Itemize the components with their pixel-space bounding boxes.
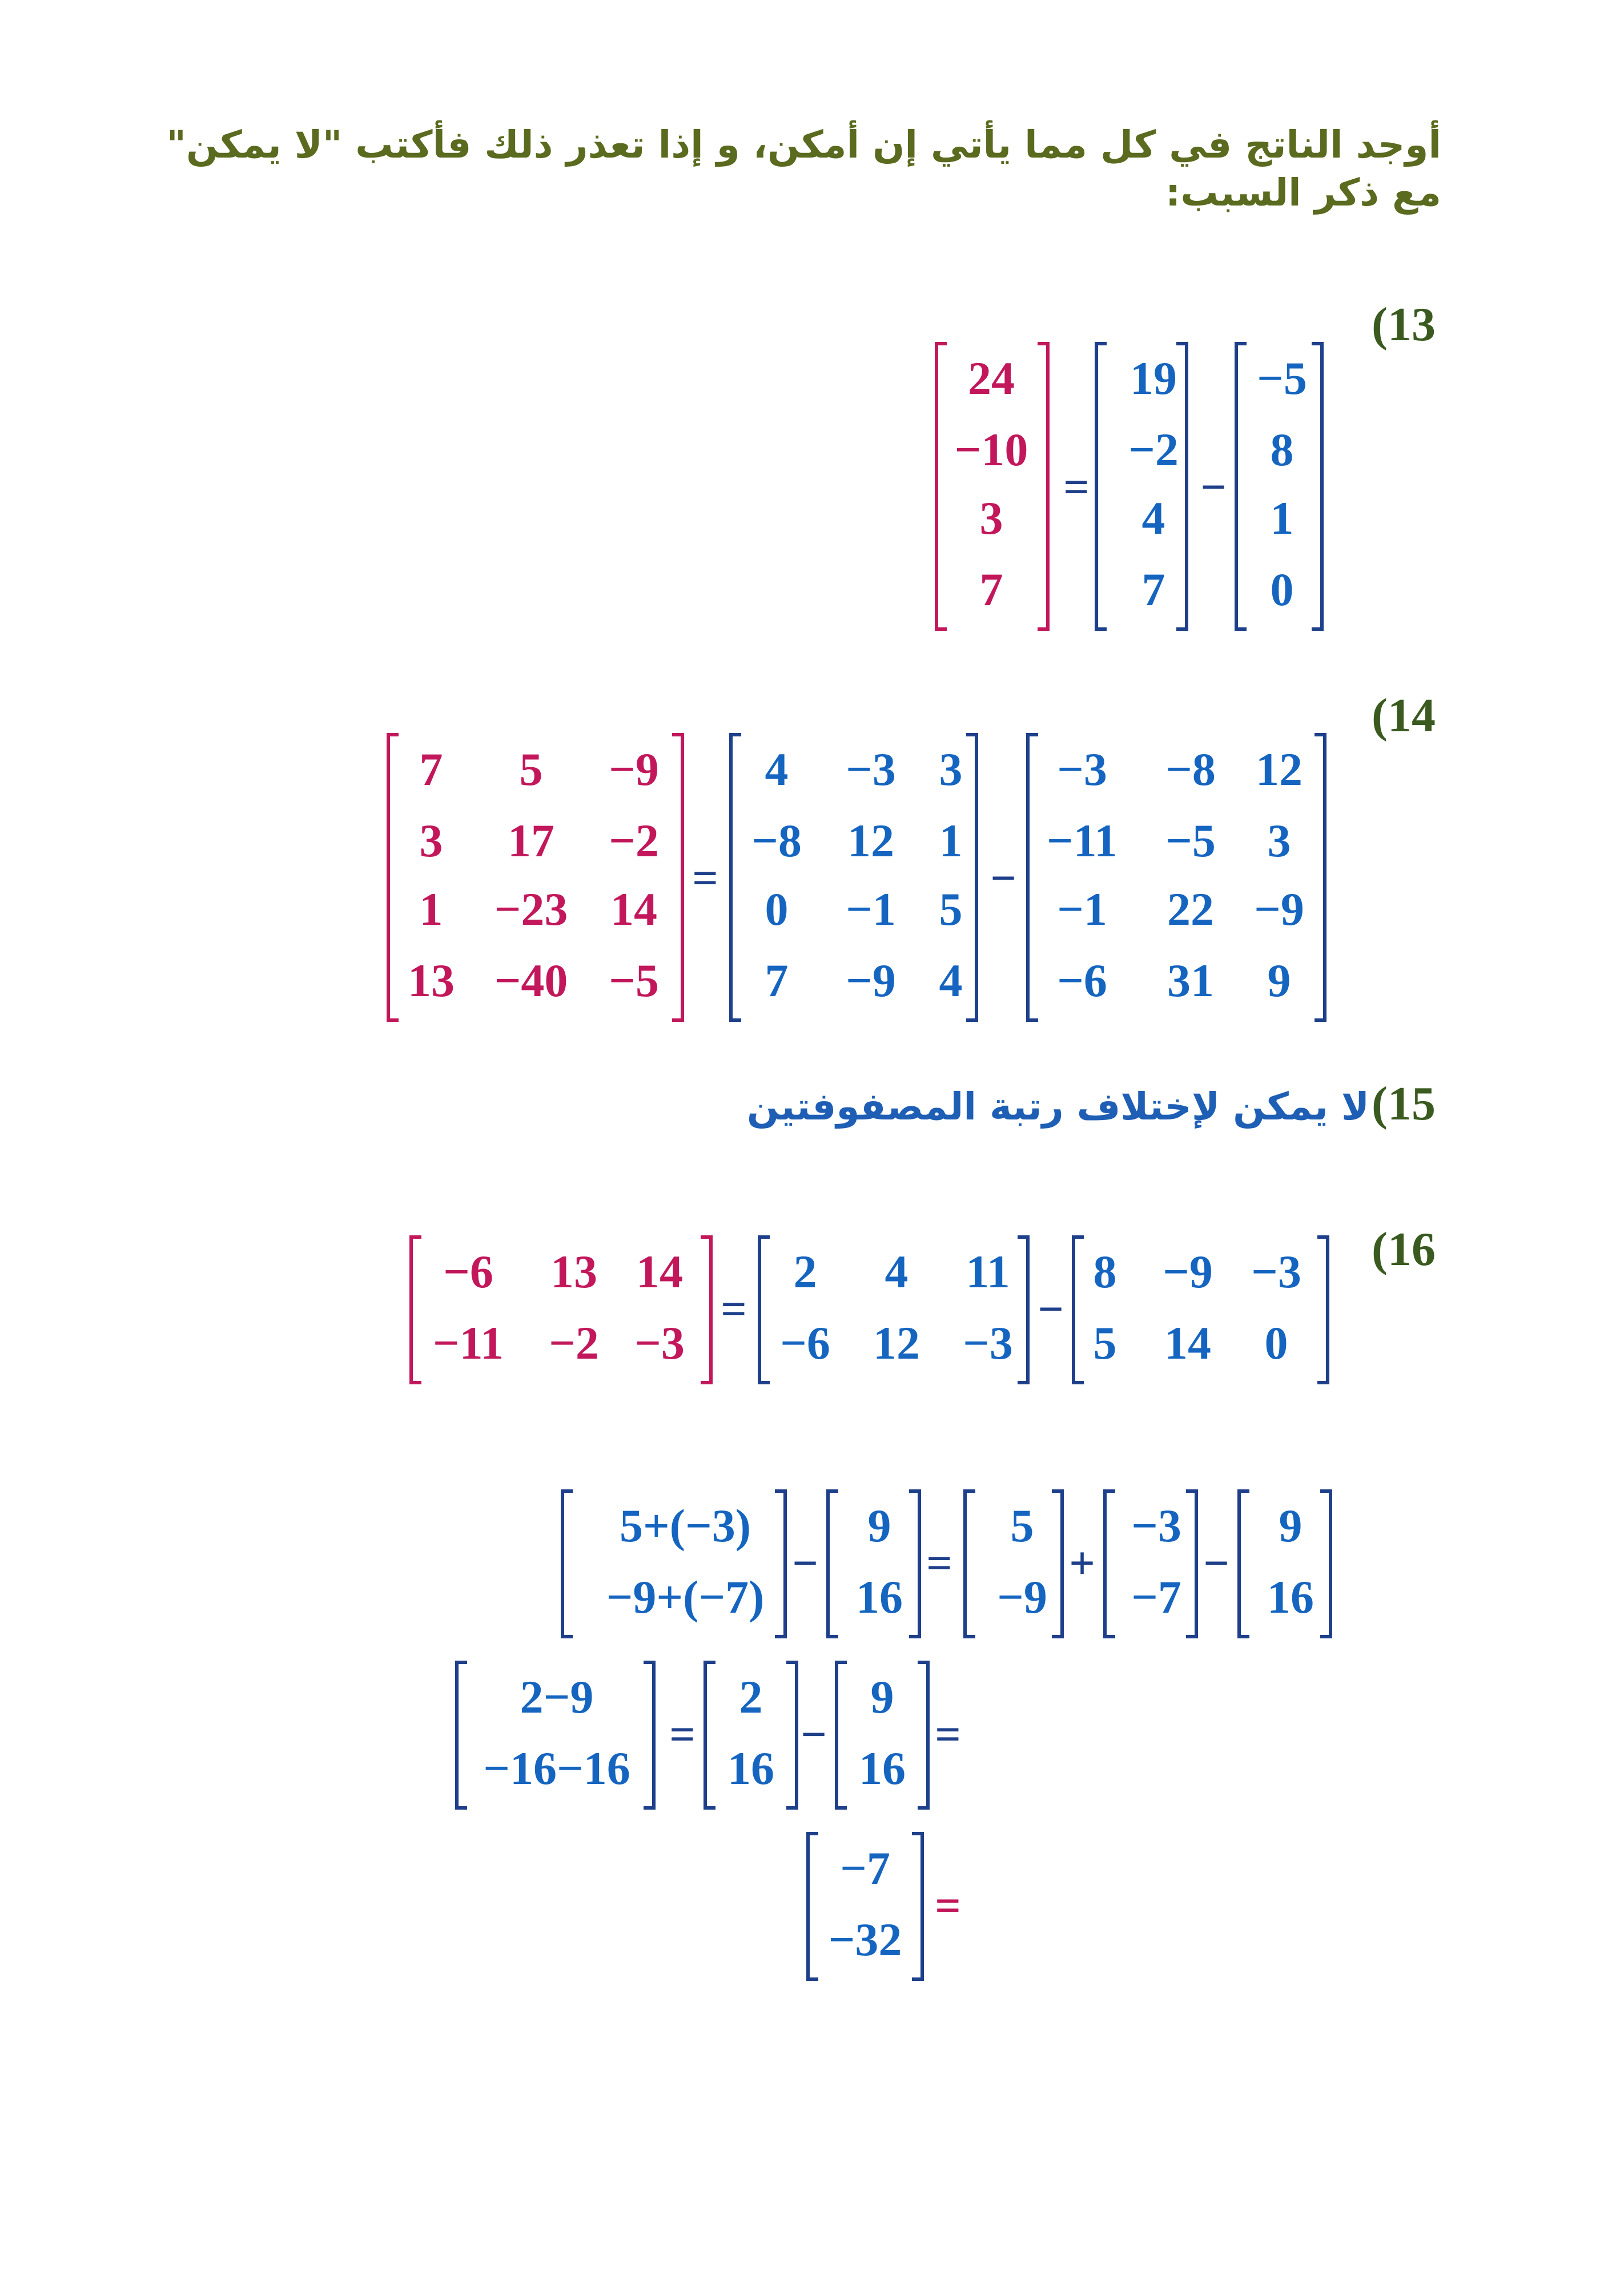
p13-result-matrix-cell: −10	[954, 424, 1028, 476]
p17-line2-operator: −	[801, 1710, 827, 1760]
p16-matrix-a-cell: −6	[780, 1317, 830, 1369]
p14-result-matrix-cell: −5	[609, 954, 659, 1006]
p16-matrix-a-cell: −3	[963, 1317, 1013, 1369]
p14-matrix-b-cell: −6	[1057, 954, 1107, 1006]
problem-14-number: (14	[1372, 689, 1436, 742]
p14-result-matrix-cell: 13	[408, 954, 455, 1006]
p17-line1-matrix-2-left-bracket	[828, 1491, 838, 1637]
p16-matrix-a-cell: 2	[793, 1246, 817, 1298]
instruction-line-2: مع ذكر السبب:	[1165, 171, 1441, 215]
p17-line2-operator: =	[935, 1710, 961, 1760]
p13-matrix-a-right-bracket	[1176, 344, 1187, 629]
p13-result-matrix-right-bracket	[1038, 344, 1048, 629]
p14-matrix-b-cell: 3	[1267, 815, 1291, 867]
p17-line1-matrix-1-cell: −9+(−7)	[606, 1571, 765, 1623]
p16-result-matrix-cell: −3	[634, 1317, 685, 1369]
p17-line1-matrix-3-left-bracket	[965, 1491, 975, 1637]
p16-matrix-b-cell: 14	[1164, 1317, 1211, 1369]
p14-matrix-a-cell: 5	[939, 883, 963, 935]
p16-result-matrix-cell: −11	[432, 1317, 504, 1369]
p17-line3-matrix-1-cell: −32	[828, 1914, 902, 1965]
p17-line1-matrix-5-cell: 9	[1279, 1500, 1303, 1552]
p17-line2-matrix-2-left-bracket	[705, 1662, 715, 1808]
p14-result-matrix-right-bracket	[672, 735, 682, 1020]
p14-matrix-a-cell: 0	[765, 883, 789, 935]
p14-matrix-b-cell: −1	[1057, 883, 1107, 935]
p17-line3-matrix-1-left-bracket	[808, 1834, 818, 1979]
p14-equals-sign: =	[692, 853, 718, 904]
p13-result-matrix-left-bracket	[936, 344, 947, 629]
p17-line1-operator: =	[926, 1538, 952, 1589]
p16-matrix-b-cell: 5	[1093, 1317, 1117, 1369]
p14-matrix-a-cell: −9	[846, 954, 896, 1006]
p17-line1-operator: −	[1203, 1538, 1229, 1589]
p14-matrix-b-cell: 9	[1267, 954, 1291, 1006]
p14-matrix-a-cell: 1	[939, 815, 963, 867]
p14-result-matrix-cell: 5	[519, 743, 543, 795]
p14-matrix-b-cell: 31	[1167, 954, 1214, 1006]
p14-matrix-a-cell: 4	[939, 954, 963, 1006]
p13-matrix-b-cell: −5	[1257, 352, 1307, 404]
p17-line1-matrix-1-cell: 5+(−3)	[619, 1500, 751, 1552]
p16-matrix-b-cell: 8	[1093, 1246, 1117, 1298]
p16-result-matrix-cell: −6	[443, 1246, 493, 1298]
p17-line1-matrix-3-cell: 5	[1010, 1500, 1034, 1552]
p17-line1-matrix-4-cell: −7	[1131, 1571, 1181, 1623]
p17-line2-matrix-1-cell: −16−16	[483, 1742, 630, 1794]
p17-line2-matrix-3-cell: 9	[870, 1671, 894, 1723]
p13-matrix-b-cell: 0	[1270, 563, 1294, 615]
p16-result-matrix-right-bracket	[701, 1237, 711, 1383]
p17-line2-matrix-1-cell: 2−9	[520, 1671, 594, 1723]
p13-matrix-a-cell: 4	[1141, 492, 1165, 544]
p16-matrix-a-cell: 4	[885, 1246, 909, 1298]
p14-result-matrix-cell: 17	[508, 815, 554, 867]
p13-matrix-b-cell: 8	[1270, 424, 1294, 476]
p17-line1-matrix-4-right-bracket	[1186, 1491, 1196, 1637]
p14-matrix-b-right-bracket	[1315, 735, 1325, 1020]
p17-line2-matrix-2-cell: 2	[739, 1671, 763, 1723]
p14-matrix-b-cell: −9	[1254, 883, 1304, 935]
p17-line1-matrix-5-left-bracket	[1239, 1491, 1249, 1637]
p17-line2-matrix-3-cell: 16	[859, 1742, 906, 1794]
p17-line1-matrix-4-left-bracket	[1105, 1491, 1115, 1637]
p14-matrix-a-cell: −3	[846, 743, 896, 795]
p14-result-matrix-cell: −2	[609, 815, 659, 867]
p16-matrix-b-right-bracket	[1317, 1237, 1328, 1383]
p13-matrix-b-left-bracket	[1236, 344, 1247, 629]
p16-result-matrix-cell: 14	[636, 1246, 683, 1298]
p14-matrix-a-cell: 3	[939, 743, 963, 795]
p13-matrix-a-left-bracket	[1096, 344, 1107, 629]
p16-equals-sign: =	[721, 1284, 747, 1335]
p17-line1-matrix-1-left-bracket	[562, 1491, 573, 1637]
problem-15-note: لا يمكن لإختلاف رتبة المصفوفتين	[746, 1085, 1370, 1129]
p16-matrix-b-left-bracket	[1074, 1237, 1084, 1383]
p17-line2-operator: =	[669, 1710, 696, 1760]
problem-16-number: (16	[1372, 1223, 1436, 1276]
p16-matrix-b-cell: 0	[1264, 1317, 1288, 1369]
p14-matrix-a-cell: 12	[847, 815, 894, 867]
p16-matrix-b-cell: −9	[1163, 1246, 1213, 1298]
p14-matrix-b-left-bracket	[1028, 735, 1038, 1020]
p14-result-matrix-cell: −23	[494, 883, 568, 935]
instruction-line-1: أوجد الناتج في كل مما يأتي إن أمكن، و إذا تعذر ذلك فأكتب "لا يمكن"	[166, 123, 1441, 167]
p14-result-matrix-cell: 7	[419, 743, 443, 795]
p17-line1-matrix-2-cell: 9	[867, 1500, 891, 1552]
p17-line2-matrix-3-left-bracket	[837, 1662, 847, 1808]
p16-result-matrix-cell: −2	[549, 1317, 599, 1369]
p14-matrix-b-cell: −3	[1057, 743, 1107, 795]
p14-matrix-a-cell: −8	[751, 815, 802, 867]
p16-result-matrix-cell: 13	[550, 1246, 597, 1298]
problem-13-number: (13	[1372, 298, 1436, 351]
p14-result-matrix-cell: 1	[419, 883, 443, 935]
p17-line3-matrix-1-right-bracket	[912, 1834, 922, 1979]
p17-line1-matrix-2-cell: 16	[856, 1571, 903, 1623]
p17-line3-matrix-1-cell: −7	[840, 1842, 890, 1894]
p16-matrix-a-right-bracket	[1018, 1237, 1028, 1383]
p17-line1-matrix-2-right-bracket	[909, 1491, 919, 1637]
p17-line1-matrix-4-cell: −3	[1131, 1500, 1181, 1552]
p14-matrix-a-right-bracket	[966, 735, 976, 1020]
p16-result-matrix-left-bracket	[411, 1237, 421, 1383]
p14-matrix-b-cell: −8	[1165, 743, 1216, 795]
p14-matrix-a-cell: 4	[765, 743, 789, 795]
p14-result-matrix-cell: −9	[609, 743, 659, 795]
p17-line1-matrix-5-cell: 16	[1267, 1571, 1314, 1623]
p14-matrix-a-cell: −1	[846, 883, 896, 935]
p17-line1-operator: +	[1069, 1538, 1095, 1589]
p17-line1-operator: −	[792, 1538, 818, 1589]
p13-result-matrix-cell: 7	[979, 563, 1003, 615]
p14-matrix-b-cell: −5	[1165, 815, 1216, 867]
p14-matrix-b-cell: −11	[1046, 815, 1118, 867]
p14-result-matrix-cell: 3	[419, 815, 443, 867]
p16-matrix-b-cell: −3	[1251, 1246, 1301, 1298]
p13-matrix-a-cell: 19	[1130, 352, 1177, 404]
p17-line3-operator: =	[935, 1881, 961, 1931]
p17-line2-matrix-3-right-bracket	[918, 1662, 928, 1808]
p17-line1-matrix-5-right-bracket	[1320, 1491, 1330, 1637]
p17-line2-matrix-2-right-bracket	[786, 1662, 797, 1808]
p13-minus-sign: −	[1200, 462, 1227, 513]
p14-result-matrix-cell: 14	[610, 883, 657, 935]
p17-line1-matrix-1-right-bracket	[775, 1491, 785, 1637]
problem-15-number: 15)	[1372, 1077, 1436, 1130]
p14-matrix-b-cell: 22	[1167, 883, 1214, 935]
p16-matrix-a-left-bracket	[759, 1237, 770, 1383]
p13-matrix-a-cell: −2	[1128, 424, 1179, 476]
p13-matrix-b-right-bracket	[1312, 344, 1322, 629]
p14-matrix-a-cell: 7	[765, 954, 789, 1006]
p17-line1-matrix-3-right-bracket	[1052, 1491, 1062, 1637]
p17-line2-matrix-1-left-bracket	[457, 1662, 467, 1808]
p13-matrix-b-cell: 1	[1270, 492, 1294, 544]
p13-equals-sign: =	[1063, 462, 1090, 513]
p17-line2-matrix-2-cell: 16	[727, 1742, 774, 1794]
p16-matrix-a-cell: 12	[873, 1317, 920, 1369]
p17-line1-matrix-3-cell: −9	[997, 1571, 1047, 1623]
p17-line2-matrix-1-right-bracket	[644, 1662, 654, 1808]
p16-matrix-a-cell: 11	[966, 1246, 1010, 1298]
p13-result-matrix-cell: 24	[968, 352, 1015, 404]
p14-result-matrix-left-bracket	[388, 735, 399, 1020]
p14-matrix-a-left-bracket	[731, 735, 741, 1020]
p14-result-matrix-cell: −40	[494, 954, 568, 1006]
p13-matrix-a-cell: 7	[1141, 563, 1165, 615]
p14-matrix-b-cell: 12	[1256, 743, 1303, 795]
p16-minus-sign: −	[1038, 1284, 1064, 1335]
p14-minus-sign: −	[990, 853, 1016, 904]
p13-result-matrix-cell: 3	[979, 492, 1003, 544]
